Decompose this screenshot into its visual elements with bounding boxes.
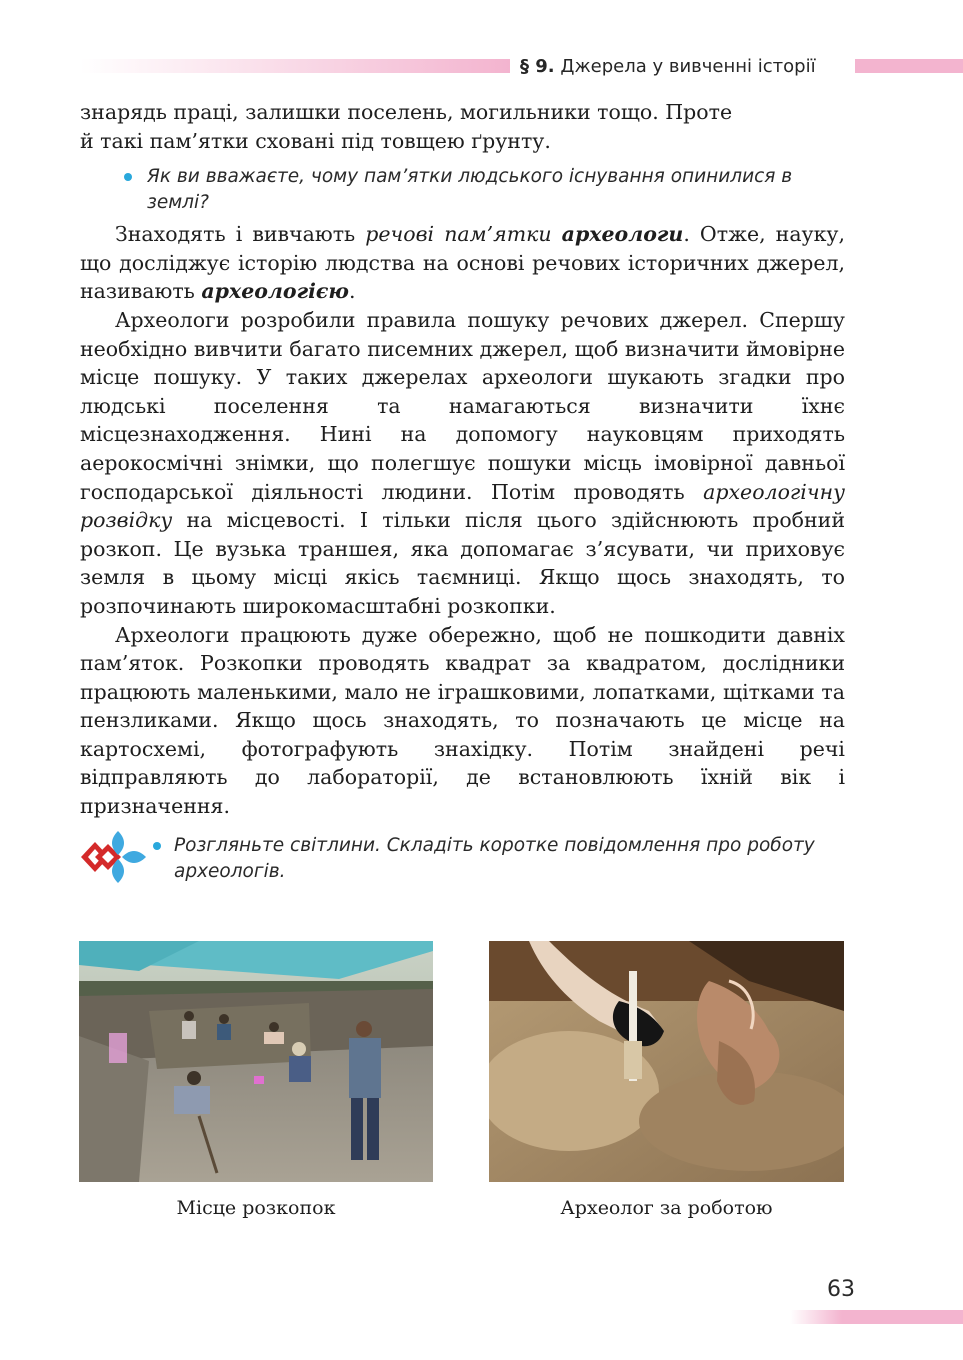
section-number: § 9. [520,56,555,77]
intro-line-2: й такі пам’ятки сховані під товщею ґрунту. [80,128,551,153]
question-block [80,164,845,216]
header-decor-bar-left [80,59,510,73]
page-number: 63 [827,1277,855,1302]
term-archaeology: археологією [201,279,349,304]
question-text: Як ви вважаєте, чому пам’ятки людського існування опинилися в землі? [147,166,793,214]
section-title: Джерела у вивченні історії [560,56,816,77]
intro-line-1: знарядь праці, залишки поселень, могильники тощо. Проте [80,100,733,124]
paragraph-search-rules [80,306,845,621]
intro-paragraph [80,98,845,155]
text-run: Знаходять і вивчають [115,222,366,247]
running-header [520,55,852,79]
bullet-icon [153,842,161,850]
figure-caption-2: Археолог за роботою [560,1197,773,1219]
photo-excavation-site [79,941,433,1182]
task-block [80,833,845,885]
figure-caption-1: Місце розкопок [176,1197,336,1219]
text-run: . Отже, науку, що досліджує історію людства на основі речових історичних джерел, називають [80,222,846,304]
term-archaeologists: археологи [561,222,684,247]
task-text: Розгляньте світлини. Складіть коротке повідомлення про роботу археологів. [174,834,815,882]
term-archaeological-survey: археологічну розвідку [80,479,845,533]
text-run: Археологи розробили правила пошуку речових джерел. Спершу необхідно вивчити багато писемних джерел, щоб визначити ймовірне місце пошуку. У таких джерелах археологи шукають згадки про людські поселення та намагаються визначити їхнє місцезнаходження. Нині на допомогу науковцям приходять аерокосмічні знімки, що полегшує пошуки місць імовірної давньої господарської діяльності людини. Потім проводять [80,307,845,504]
bullet-icon [124,173,132,181]
text-run [552,222,562,246]
ornament-task-icon [80,830,148,884]
text-run: . [348,279,356,304]
header-decor-bar-right [855,59,963,73]
paragraph-careful-work: Археологи працюють дуже обережно, щоб не пошкодити давніх пам’яток. Розкопки проводять квадрат за квадратом, дослідники працюють маленькими, мало не іграшковими, лопатками, щітками та пензликами. Якщо щось знаходять, то позначають це місце на картосхемі, фотографують знахідку. Потім знайдені речі відправляють до лабораторії, де встановлюють їхній вік і призначення. [80,622,845,819]
term-material-monuments: речові пам’ятки [365,222,552,247]
paragraph-archaeology [80,220,845,306]
main-text [80,98,845,889]
footer-decor-bar [790,1310,963,1324]
photo-archaeologist-at-work [489,941,844,1182]
text-run: на місцевості. І тільки після цього здійснюють пробний розкоп. Це вузька траншея, яка допомагає з’ясувати, чи приховує земля в цьому місці якісь таємниці. Якщо щось знаходять, то розпочинають широкомасштабні розкопки. [80,508,845,618]
